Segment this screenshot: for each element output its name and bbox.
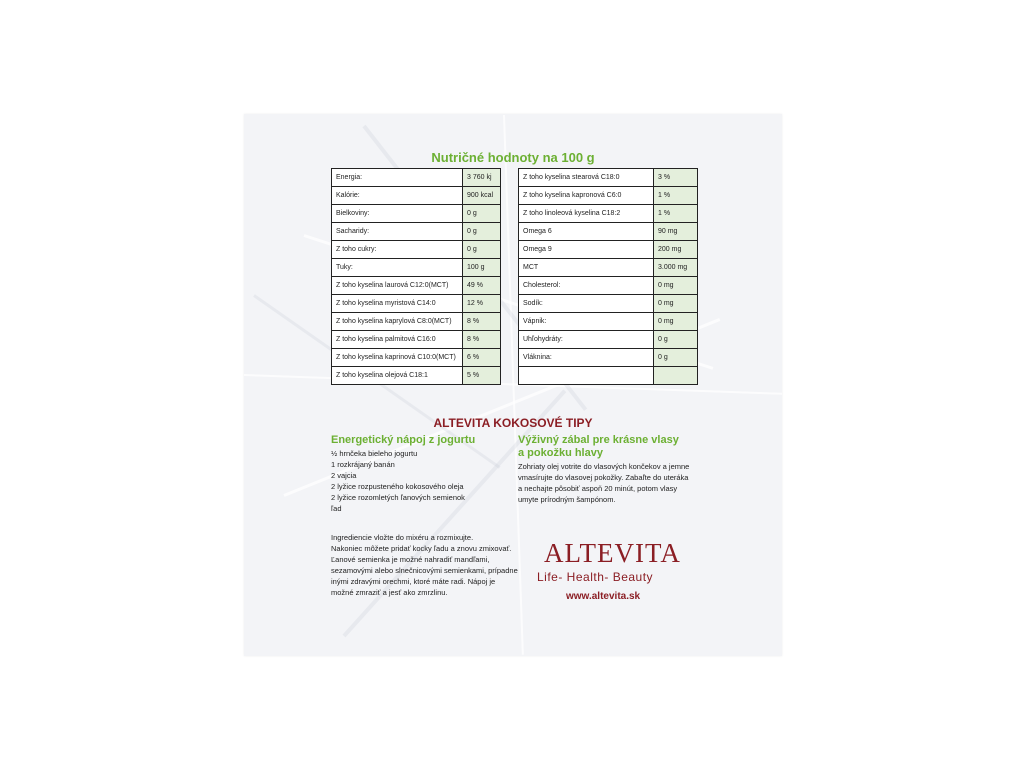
nutrition-row [332, 205, 501, 223]
nutrient-label: MCT [519, 259, 654, 277]
nutrient-value: 6 % [463, 349, 501, 367]
nutrient-label: Z toho kyselina laurová C12:0(MCT) [332, 277, 463, 295]
nutrient-label: Z toho kyselina kaprinová C10:0(MCT) [332, 349, 463, 367]
nutrition-row [519, 331, 698, 349]
hair-text-line: umyte prírodným šampónom. [518, 495, 616, 504]
nutrient-value: 8 % [463, 331, 501, 349]
nutrient-value: 12 % [463, 295, 501, 313]
nutrient-value: 0 g [463, 205, 501, 223]
nutrient-label: Vápnik: [519, 313, 654, 331]
nutrient-label: Sacharidy: [332, 223, 463, 241]
tips-title: ALTEVITA KOKOSOVÉ TIPY [433, 416, 593, 430]
nutrition-row [519, 205, 698, 223]
nutrition-row [519, 223, 698, 241]
nutrient-label: Vláknina: [519, 349, 654, 367]
nutrition-table-right [518, 168, 698, 385]
nutrition-row [332, 313, 501, 331]
nutrition-row [519, 277, 698, 295]
method-line: sezamovými alebo slnečnicovými semienkami, prípadne [331, 566, 518, 575]
ingredient-line: 2 lyžice rozomletých ľanových semienok [331, 493, 465, 502]
nutrient-value: 49 % [463, 277, 501, 295]
nutrient-value: 0 mg [654, 295, 698, 313]
drink-method-text [331, 532, 518, 598]
nutrition-row [332, 223, 501, 241]
nutrition-row [332, 331, 501, 349]
nutrition-row [519, 259, 698, 277]
nutrient-value: 200 mg [654, 241, 698, 259]
nutrition-row [519, 187, 698, 205]
ingredient-line: ½ hrnčeka bieleho jogurtu [331, 449, 418, 458]
nutrient-label: Z toho kyselina olejová C18:1 [332, 367, 463, 385]
hair-text-line: a nechajte pôsobiť aspoň 20 minút, potom vlasy [518, 484, 678, 493]
hair-text-line: vmasírujte do vlasovej pokožky. Zabaľte do uteráka [518, 473, 689, 482]
hair-text-line: Zohriaty olej votrite do vlasových končekov a jemne [518, 462, 690, 471]
nutrient-value: 100 g [463, 259, 501, 277]
nutrition-row [519, 169, 698, 187]
nutrient-label: Z toho kyselina myristová C14:0 [332, 295, 463, 313]
nutrient-label: Z toho kyselina kaprylová C8:0(MCT) [332, 313, 463, 331]
nutrient-label: Cholesterol: [519, 277, 654, 295]
ingredient-line: 2 vajcia [331, 471, 357, 480]
nutrition-row [519, 241, 698, 259]
hair-recipe-title-line1: Výživný zábal pre krásne vlasy [518, 434, 679, 446]
nutrient-value: 90 mg [654, 223, 698, 241]
nutrition-title: Nutričné hodnoty na 100 g [431, 150, 595, 165]
nutrition-row [332, 367, 501, 385]
nutrient-label: Energia: [332, 169, 463, 187]
nutrition-row [519, 367, 698, 385]
hair-recipe-text [518, 461, 689, 505]
nutrient-value: 8 % [463, 313, 501, 331]
nutrient-value: 3 % [654, 169, 698, 187]
nutrient-value: 0 g [654, 331, 698, 349]
leaflet [244, 114, 782, 656]
nutrient-label: Z toho kyselina kapronová C6:0 [519, 187, 654, 205]
nutrition-table-left [331, 168, 501, 385]
nutrient-value: 0 mg [654, 313, 698, 331]
hair-recipe-title-line2: a pokožku hlavy [518, 447, 603, 459]
nutrient-value: 0 mg [654, 277, 698, 295]
nutrition-row [332, 187, 501, 205]
nutrient-value: 1 % [654, 205, 698, 223]
nutrient-label: Omega 9 [519, 241, 654, 259]
ingredient-line: 2 lyžice rozpusteného kokosového oleja [331, 482, 464, 491]
nutrient-label: Uhľohydráty: [519, 331, 654, 349]
nutrient-value: 3 760 kj [463, 169, 501, 187]
nutrient-value [654, 367, 698, 385]
altevita-logo: ALTEVITA [544, 538, 681, 568]
nutrient-value: 3.000 mg [654, 259, 698, 277]
method-line: možné zmraziť a jesť ako zmrzlinu. [331, 588, 448, 597]
drink-recipe-title: Energetický nápoj z jogurtu [331, 434, 476, 446]
nutrient-label: Omega 6 [519, 223, 654, 241]
nutrient-label: Tuky: [332, 259, 463, 277]
nutrient-value: 0 g [463, 223, 501, 241]
nutrient-label: Z toho kyselina stearová C18:0 [519, 169, 654, 187]
nutrient-value: 5 % [463, 367, 501, 385]
nutrition-row [332, 169, 501, 187]
method-line: Ľanové semienka je možné nahradiť mandľami, [331, 555, 490, 564]
nutrient-label: Z toho cukry: [332, 241, 463, 259]
nutrient-value: 900 kcal [463, 187, 501, 205]
method-line: Ingrediencie vložte do mixéru a rozmixujte. [331, 533, 474, 542]
nutrition-row [332, 277, 501, 295]
website-url: www.altevita.sk [566, 591, 641, 602]
nutrition-row [332, 349, 501, 367]
nutrient-label: Z toho linoleová kyselina C18:2 [519, 205, 654, 223]
nutrient-value: 1 % [654, 187, 698, 205]
nutrient-label: Bielkoviny: [332, 205, 463, 223]
method-line: inými zdravými orechmi, ktoré máte radi. Nápoj je [331, 577, 496, 586]
nutrition-row [519, 295, 698, 313]
method-line: Nakoniec môžete pridať kocky ľadu a znovu zmixovať. [331, 544, 512, 553]
drink-ingredients-list [331, 448, 465, 514]
nutrient-label: Sodík: [519, 295, 654, 313]
nutrition-row [332, 259, 501, 277]
nutrient-label [519, 367, 654, 385]
nutrition-row [332, 295, 501, 313]
nutrition-row [519, 349, 698, 367]
nutrient-value: 0 g [654, 349, 698, 367]
nutrition-row [519, 313, 698, 331]
nutrient-label: Kalórie: [332, 187, 463, 205]
nutrition-row [332, 241, 501, 259]
ingredient-line: 1 rozkrájaný banán [331, 460, 395, 469]
brand-tagline: Life- Health- Beauty [537, 570, 654, 584]
ingredient-line: ľad [331, 504, 342, 513]
nutrient-value: 0 g [463, 241, 501, 259]
nutrient-label: Z toho kyselina palmitová C16:0 [332, 331, 463, 349]
